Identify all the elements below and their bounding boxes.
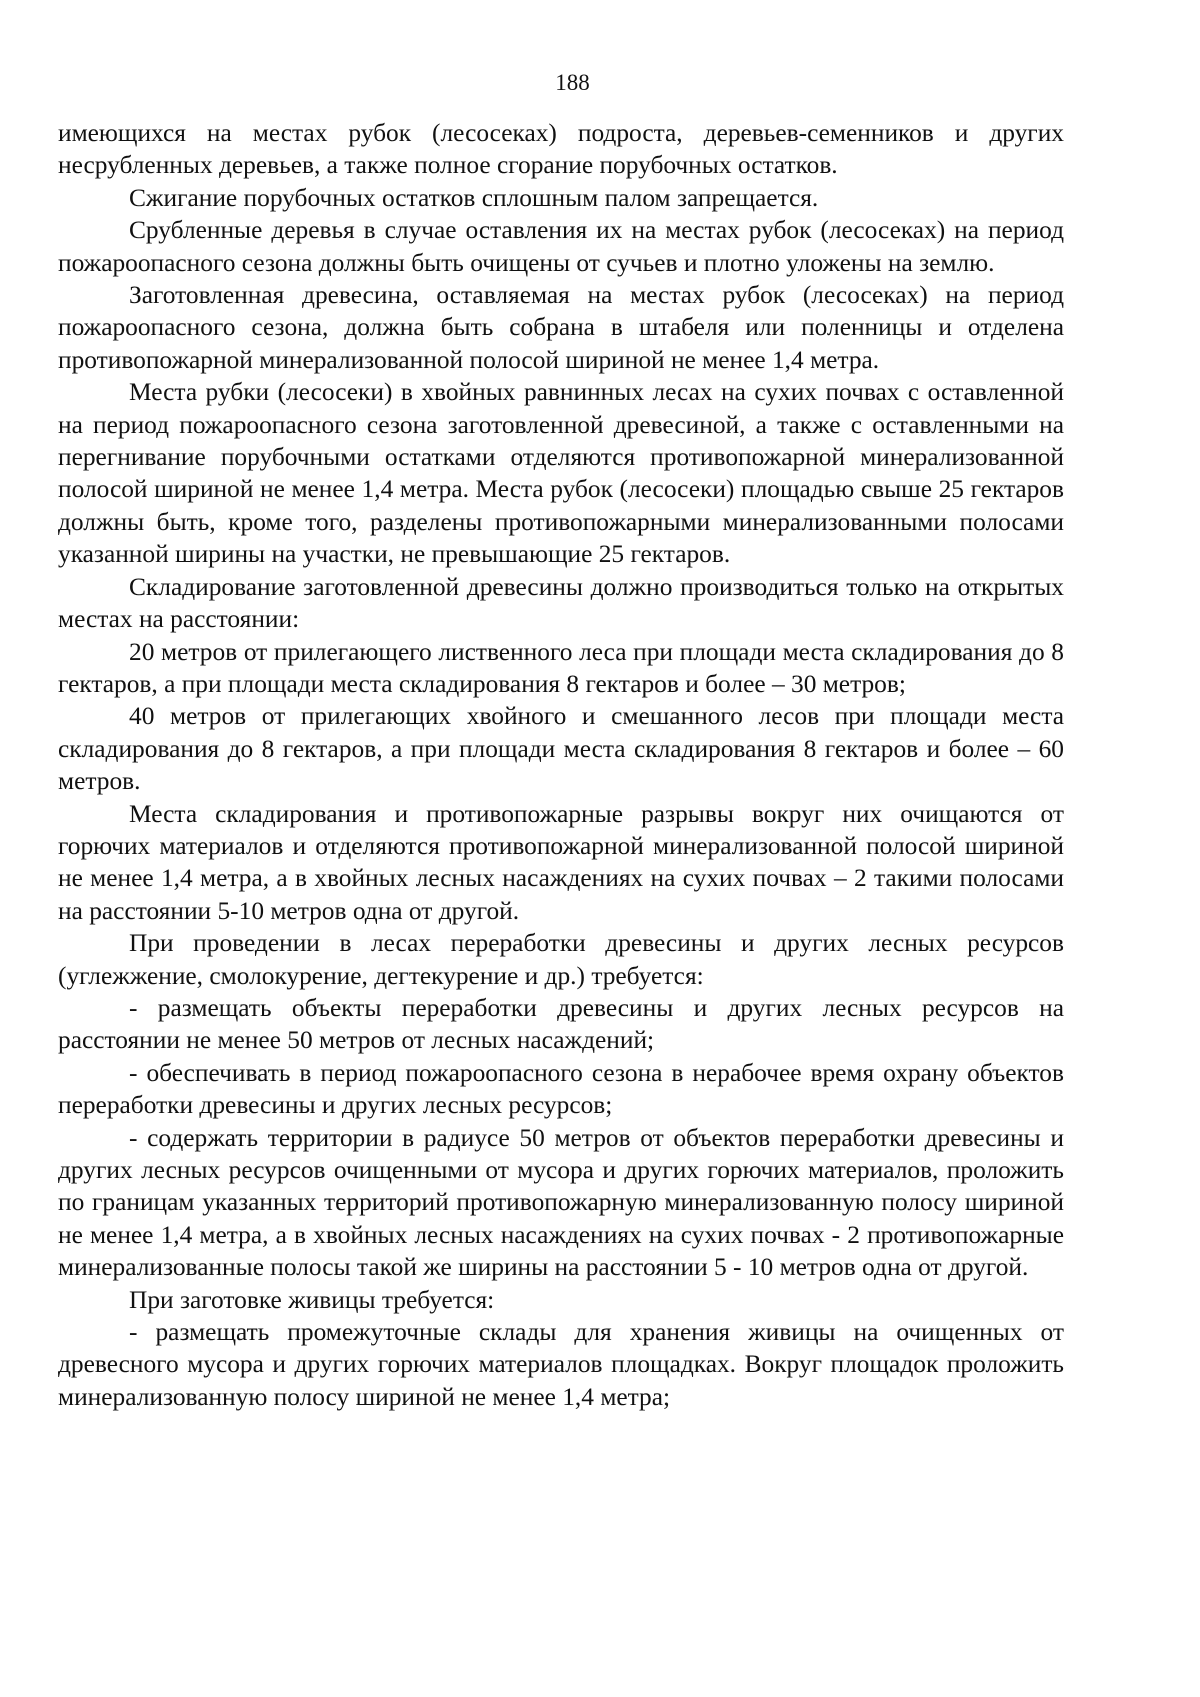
- body-text: [58, 117, 1064, 1413]
- paragraph: Сжигание порубочных остатков сплошным палом запрещается.: [129, 183, 819, 212]
- paragraph: 40 метров от прилегающих хвойного и смешанного лесов при площади места складирования до 8 гектаров, а при площади места складирования 8 гектаров и более – 60 метров.: [58, 702, 1064, 796]
- list-item: - обеспечивать в период пожароопасного сезона в нерабочее время охрану объектов переработки древесины и других лесных ресурсов;: [58, 1058, 1064, 1120]
- paragraph: Места складирования и противопожарные разрывы вокруг них очищаются от горючих материалов и отделяются противопожарной минерализованной полосой шириной не менее 1,4 метра, а в хвойных лесных насаждениях на сухих почвах – 2 такими полосами на расстоянии 5-10 метров одна от другой.: [58, 799, 1064, 925]
- paragraph: Складирование заготовленной древесины должно производиться только на открытых местах на расстоянии:: [58, 572, 1064, 634]
- page-number: 188: [555, 70, 590, 95]
- paragraph: имеющихся на местах рубок (лесосеках) подроста, деревьев-семенников и других несрубленных деревьев, а также полное сгорание порубочных остатков.: [58, 119, 1064, 180]
- paragraph: 20 метров от прилегающего лиственного леса при площади места складирования до 8 гектаров, а при площади места складирования 8 гектаров и более – 30 метров;: [58, 637, 1064, 698]
- paragraph: Места рубки (лесосеки) в хвойных равнинных лесах на сухих почвах с оставленной на период пожароопасного сезона заготовленной древесиной, а также с оставленными на перегнивание порубочными остатками отделяются противопожарной минерализованной полосой шириной не менее 1,4 метра. Места рубок (лесосеки) площадью свыше 25 гектаров должны быть, кроме того, разделены противопожарными минерализованными полосами указанной ширины на участки, не превышающие 25 гектаров.: [58, 378, 1064, 569]
- paragraph: Срубленные деревья в случае оставления их на местах рубок (лесосеках) на период пожароопасного сезона должны быть очищены от сучьев и плотно уложены на землю.: [58, 216, 1064, 277]
- paragraph: При проведении в лесах переработки древесины и других лесных ресурсов (углежжение, смолокурение, дегтекурение и др.) требуется:: [58, 929, 1064, 990]
- paragraph: Заготовленная древесина, оставляемая на местах рубок (лесосеках) на период пожароопасного сезона, должна быть собрана в штабеля или поленницы и отделена противопожарной минерализованной полосой шириной не менее 1,4 метра.: [58, 281, 1064, 374]
- paragraph: При заготовке живицы требуется:: [129, 1285, 495, 1314]
- list-item: - содержать территории в радиусе 50 метров от объектов переработки древесины и других лесных ресурсов очищенными от мусора и других горючих материалов, проложить по границам указанных территорий противопожарную минерализованную полосу шириной не менее 1,4 метра, а в хвойных лесных насаждениях на сухих почвах - 2 противопожарные минерализованные полосы такой же ширины на расстоянии 5 - 10 метров одна от другой.: [58, 1123, 1064, 1282]
- list-item: - размещать объекты переработки древесины и других лесных ресурсов на расстоянии не менее 50 метров от лесных насаждений;: [58, 993, 1064, 1055]
- list-item: - размещать промежуточные склады для хранения живицы на очищенных от древесного мусора и других горючих материалов площадках. Вокруг площадок проложить минерализованную полосу шириной не менее 1,4 метра;: [58, 1318, 1064, 1411]
